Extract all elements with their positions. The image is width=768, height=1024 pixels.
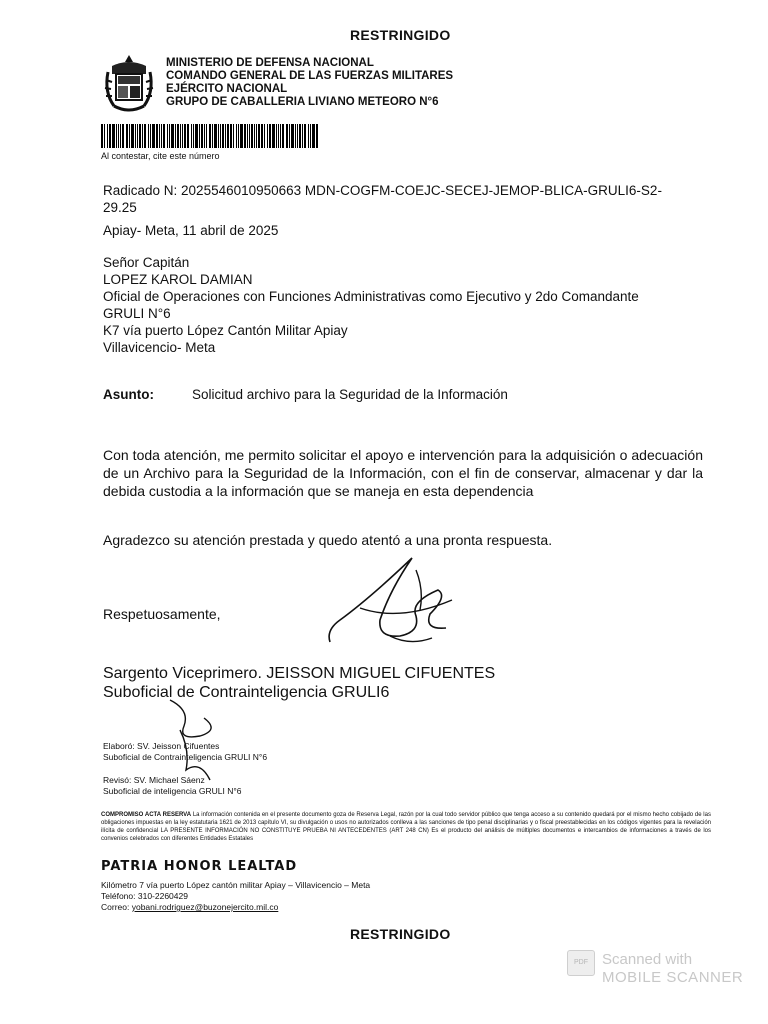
- barcode-bar: [286, 124, 288, 148]
- barcode-bar: [131, 124, 134, 148]
- pdf-icon-label: PDF: [574, 959, 588, 966]
- subject-text: Solicitud archivo para la Seguridad de la Información: [192, 387, 508, 402]
- barcode-bar: [299, 124, 301, 148]
- header-line-army: EJÉRCITO NACIONAL: [166, 83, 288, 95]
- legal-notice-title: COMPROMISO ACTA RESERVA: [101, 812, 192, 818]
- ministry-header: [166, 57, 453, 109]
- barcode-bar: [201, 124, 203, 148]
- barcode-bar: [118, 124, 119, 148]
- barcode-bar: [269, 124, 271, 148]
- pdf-icon: [567, 950, 595, 976]
- filing-number-line2: 29.25: [103, 200, 137, 215]
- barcode-bar: [282, 124, 284, 148]
- barcode-caption: Al contestar, cite este número: [101, 151, 220, 161]
- barcode-bar: [177, 124, 179, 148]
- barcode-bar: [142, 124, 143, 148]
- barcode-bar: [251, 124, 253, 148]
- barcode-bar: [225, 124, 226, 148]
- barcode-bar: [291, 124, 294, 148]
- signatory-role: Suboficial de Contrainteligencia GRULI6: [103, 684, 390, 701]
- barcode-bar: [182, 124, 183, 148]
- barcode-bar: [214, 124, 217, 148]
- closing-text: Respetuosamente,: [103, 606, 221, 622]
- barcode-bar: [152, 124, 155, 148]
- barcode-bar: [276, 124, 277, 148]
- barcode-bar: [175, 124, 176, 148]
- barcode-bar: [212, 124, 213, 148]
- barcode-bar: [209, 124, 211, 148]
- barcode: [101, 124, 321, 148]
- filing-number-line1: Radicado N: 2025546010950663 MDN-COGFM-COEJC-SECEJ-JEMOP-BLICA-GRULI6-S2-: [103, 183, 662, 198]
- header-line-ministry: MINISTERIO DE DEFENSA NACIONAL: [166, 57, 374, 69]
- barcode-bar: [312, 124, 315, 148]
- barcode-bar: [163, 124, 165, 148]
- credits-block: [103, 741, 267, 797]
- barcode-bar: [220, 124, 221, 148]
- barcode-bar: [148, 124, 149, 148]
- prepared-by-role: Suboficial de Contrainteligencia GRULI N°6: [103, 752, 268, 762]
- barcode-bar: [135, 124, 136, 148]
- barcode-bar: [278, 124, 279, 148]
- barcode-bar: [116, 124, 117, 148]
- filing-number: [103, 182, 703, 216]
- barcode-bar: [258, 124, 260, 148]
- barcode-bar: [264, 124, 265, 148]
- barcode-bar: [199, 124, 200, 148]
- barcode-bar: [289, 124, 290, 148]
- coat-of-arms-icon: [100, 52, 158, 116]
- barcode-bar: [112, 124, 115, 148]
- barcode-bar: [272, 124, 275, 148]
- letter-date: Apiay- Meta, 11 abril de 2025: [103, 223, 279, 238]
- thanks-paragraph: Agradezco su atención prestada y quedo atentó a una pronta respuesta.: [103, 532, 553, 548]
- barcode-bar: [193, 124, 194, 148]
- barcode-bar: [187, 124, 189, 148]
- barcode-bar: [308, 124, 309, 148]
- barcode-bar: [238, 124, 239, 148]
- legal-notice-text: La información contenida en el presente documento goza de Reserva Legal, razón por la cual todo servidor público que tenga acceso a su contenido quedará por el mismo hecho cobijado de las obligaciones impuestas en la ley estatutaria 1621 de 2013 capítulo VI, su divulgación o usos no autorizados conlleva a las sanciones de tipo penal disciplinarias y o fiscal preestablecidas en los códigos vigentes para la revelación ilícita de confidencial LA PRESENTE INFORMACIÓN NO CONSTITUYE PRUEBA NI ANTECEDENTES (ART 248 CN) Es el producto del análisis de múltiples documentos e intercambios de informaciones a través de los convenios celebrados con diferentes Entidades Estatales: [101, 812, 711, 842]
- barcode-bar: [310, 124, 311, 148]
- barcode-bar: [227, 124, 229, 148]
- barcode-bar: [120, 124, 121, 148]
- barcode-bar: [254, 124, 255, 148]
- barcode-bar: [104, 124, 105, 148]
- subject-label: Asunto:: [103, 387, 154, 402]
- barcode-bar: [169, 124, 170, 148]
- barcode-bar: [222, 124, 224, 148]
- motto: PATRIA HONOR LEALTAD: [101, 859, 298, 874]
- footer-phone: Teléfono: 310-2260429: [101, 891, 188, 901]
- barcode-bar: [230, 124, 232, 148]
- barcode-bar: [204, 124, 205, 148]
- footer-email-label: Correo:: [101, 902, 130, 912]
- barcode-bar: [304, 124, 306, 148]
- reviewed-by-role: Suboficial de inteligencia GRULI N°6: [103, 786, 242, 796]
- barcode-bar: [101, 124, 103, 148]
- barcode-bar: [256, 124, 257, 148]
- recipient-city: Villavicencio- Meta: [103, 340, 216, 355]
- barcode-bar: [297, 124, 298, 148]
- barcode-bar: [139, 124, 141, 148]
- barcode-bar: [109, 124, 111, 148]
- prepared-by: Elaboró: SV. Jeisson Cifuentes: [103, 741, 220, 751]
- recipient-block: [103, 254, 723, 356]
- signatory-name: Sargento Viceprimero. JEISSON MIGUEL CIFUENTES: [103, 665, 496, 682]
- barcode-bar: [144, 124, 146, 148]
- barcode-bar: [247, 124, 248, 148]
- classification-bottom: RESTRINGIDO: [350, 926, 451, 942]
- barcode-bar: [240, 124, 243, 148]
- classification-top: RESTRINGIDO: [350, 27, 451, 43]
- barcode-bar: [267, 124, 268, 148]
- footer-email-link[interactable]: yobani.rodriguez@buzonejercito.mil.co: [131, 902, 279, 912]
- barcode-bar: [302, 124, 303, 148]
- watermark-line2: MOBILE SCANNER: [602, 969, 744, 986]
- barcode-bar: [167, 124, 168, 148]
- barcode-bar: [236, 124, 237, 148]
- barcode-bar: [129, 124, 130, 148]
- header-line-group: GRUPO DE CABALLERIA LIVIANO METEORO N°6: [166, 96, 439, 108]
- header-line-command: COMANDO GENERAL DE LAS FUERZAS MILITARES: [166, 70, 454, 82]
- barcode-bar: [122, 124, 124, 148]
- barcode-bar: [191, 124, 192, 148]
- barcode-bar: [244, 124, 246, 148]
- barcode-bar: [218, 124, 219, 148]
- footer-address: Kilómetro 7 vía puerto López cantón militar Apiay – Villavicencio – Meta: [101, 880, 371, 890]
- barcode-bar: [159, 124, 160, 148]
- recipient-unit: GRULI N°6: [103, 306, 171, 321]
- barcode-bar: [171, 124, 174, 148]
- barcode-bar: [206, 124, 207, 148]
- barcode-bar: [295, 124, 296, 148]
- recipient-salutation: Señor Capitán: [103, 255, 190, 270]
- watermark-line1: Scanned with: [602, 951, 693, 968]
- body-paragraph: Con toda atención, me permito solicitar el apoyo e intervención para la adquisición o adecuación de un Archivo para la Seguridad de la Información, con el fin de conservar, almacenar y dar la debida custodia a la información que se maneja en esta dependencia: [103, 447, 703, 499]
- barcode-bar: [249, 124, 250, 148]
- scanner-watermark: [602, 951, 743, 987]
- barcode-bar: [195, 124, 198, 148]
- barcode-bar: [233, 124, 234, 148]
- legal-notice: [101, 811, 711, 843]
- barcode-bar: [137, 124, 138, 148]
- barcode-bar: [280, 124, 281, 148]
- recipient-name: LOPEZ KAROL DAMIAN: [103, 272, 253, 287]
- barcode-bar: [126, 124, 128, 148]
- barcode-bar: [161, 124, 162, 148]
- footer-contact: [101, 880, 370, 913]
- barcode-bar: [150, 124, 151, 148]
- barcode-bar: [184, 124, 186, 148]
- barcode-bar: [107, 124, 108, 148]
- handwritten-signature: [320, 550, 470, 660]
- barcode-bar: [156, 124, 158, 148]
- barcode-bar: [180, 124, 181, 148]
- barcode-bar: [261, 124, 263, 148]
- recipient-role: Oficial de Operaciones con Funciones Administrativas como Ejecutivo y 2do Comandante: [103, 289, 639, 304]
- footer-email-row: [101, 902, 370, 913]
- recipient-address: K7 vía puerto López Cantón Militar Apiay: [103, 323, 348, 338]
- reviewed-by: Revisó: SV. Michael Sáenz: [103, 775, 205, 785]
- barcode-bar: [316, 124, 318, 148]
